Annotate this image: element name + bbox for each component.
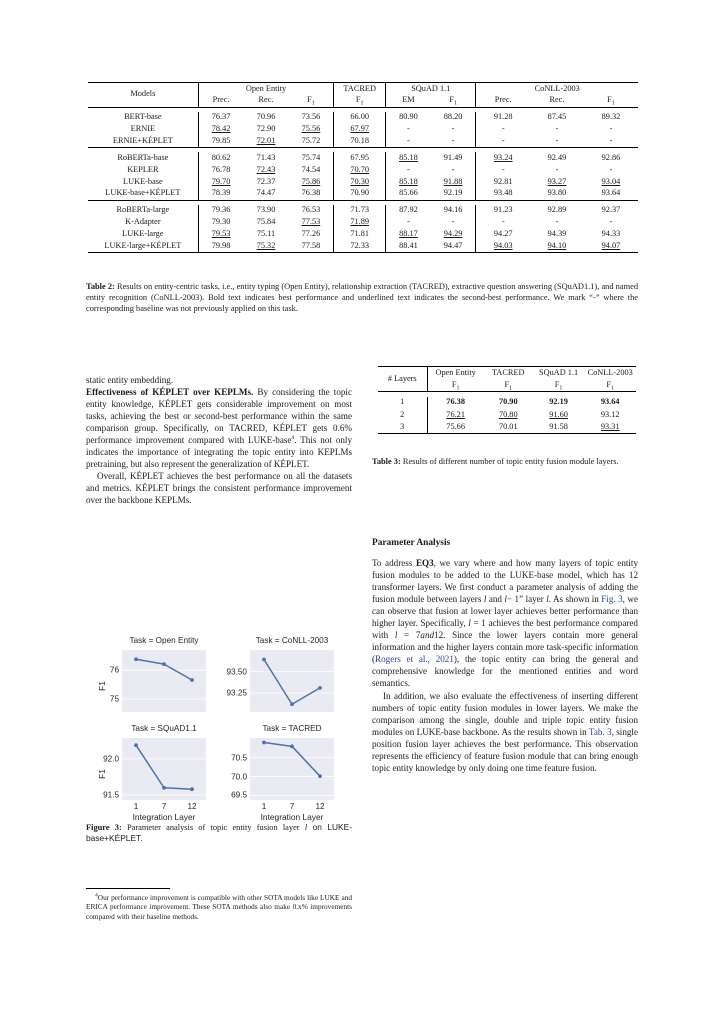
link-fig-3[interactable]: Fig. 3 <box>601 594 623 605</box>
header-squad: SQuAD 1.1 <box>538 367 579 377</box>
row-model: KEPLER <box>127 164 159 174</box>
chart-xlabel-tacred: Integration Layer <box>260 812 324 822</box>
cell: 79.85 <box>198 135 243 147</box>
left-column-body <box>86 374 352 507</box>
cell: - <box>555 164 559 174</box>
figure-3 <box>96 636 352 822</box>
cell: 85.66 <box>386 188 431 200</box>
paragraph-tail: static entity embedding. <box>86 375 174 385</box>
link-tab-3[interactable]: Tab. 3 <box>588 726 612 737</box>
cell: - <box>476 164 530 176</box>
table-row <box>88 240 638 252</box>
data-point <box>190 787 194 791</box>
subheader-conll-rec: Rec. <box>549 95 565 105</box>
cell: 72.37 <box>256 176 276 186</box>
subheader-oe-rec: Rec. <box>258 95 274 105</box>
cell: 92.19 <box>443 188 463 198</box>
cell: - <box>609 164 613 174</box>
cell: 71.43 <box>256 152 276 162</box>
cell: - <box>609 135 613 145</box>
cell: 87.45 <box>547 112 567 122</box>
y-tick-label: 70.5 <box>231 753 247 763</box>
cell: 94.10 <box>547 240 567 250</box>
cell: 92.89 <box>547 205 567 215</box>
cell: 94.39 <box>547 228 567 238</box>
cell: 93.24 <box>476 152 530 164</box>
subheader-oe-prec: Prec. <box>198 95 243 107</box>
cell: 70.80 <box>498 409 518 419</box>
cell: 75.84 <box>256 217 276 227</box>
chart-svg-conll <box>250 650 334 712</box>
cell: 71.73 <box>334 205 386 217</box>
cell: 79.53 <box>198 228 243 240</box>
cell: 93.48 <box>476 188 530 200</box>
x-tick-label: 12 <box>315 802 325 811</box>
chart-ylabel-squad: F1 <box>97 769 107 779</box>
eq3-label: EQ3 <box>415 558 434 568</box>
y-tick-label: 93.25 <box>226 688 247 698</box>
cell: 67.95 <box>334 152 386 164</box>
header-group-open-entity: Open Entity <box>198 83 334 95</box>
cell: 77.26 <box>301 228 321 238</box>
table-2-caption <box>86 281 638 314</box>
cell: 79.30 <box>198 217 243 229</box>
footnote-number: 4 <box>95 892 98 899</box>
cell: - <box>476 217 530 229</box>
cell: 76.38 <box>427 397 484 409</box>
cell: 94.29 <box>443 228 463 238</box>
row-layers: 3 <box>400 421 405 431</box>
paragraph-eq3: To address EQ3, we vary where and how many layers of topic entity fusion modules to be added to the LUKE-base model, which has 12 transformer layers. We first conduct a parameter analysis of adding the fusion module between layers l and l− 1” layer l. As shown in Fig. 3, we can observe that fusion at lower layer achieves better performance than higher layer. Specifically, l = 1 achieves the best performance compared with l = 7and12. Since the lower layers contain more general information and the higher layers contain more task-specific information (Rogers et al., 2021), the topic entity can bring the general and comprehensive knowledge for the mentioned entities and word semantics. <box>372 558 638 689</box>
chart-title-open-entity: Task = Open Entity <box>129 636 199 645</box>
cell: 75.32 <box>256 240 276 250</box>
cell: 91.49 <box>443 152 463 162</box>
table-row <box>88 152 638 164</box>
cell: 80.62 <box>198 152 243 164</box>
chart-panel-tacred <box>231 724 334 822</box>
header-models: Models <box>130 89 156 99</box>
chart-ylabel-open-entity: F1 <box>97 681 107 691</box>
data-point <box>262 658 266 662</box>
row-model: RoBERTa-large <box>116 205 170 215</box>
series-markers <box>134 743 194 791</box>
right-column-body <box>372 538 638 774</box>
table-2-caption-text: Results on entity-centric tasks, i.e., entity typing (Open Entity), relationship extraction (TACRED), extractive question answering (SQuAD1.1), and named entity recognition (CoNLL-2003). Bold text indicates best performance and underlined text indicates the second-best performance. We mark “-” where the corresponding baseline was not previously applied on this task. <box>86 282 639 314</box>
chart-panel-open-entity <box>97 636 206 712</box>
table-row <box>88 188 638 200</box>
cell: 71.81 <box>334 228 386 240</box>
cell: 74.47 <box>256 188 276 198</box>
chart-svg-open-entity <box>122 650 206 712</box>
paragraph-overall: Overall, KÉPLET achieves the best performance on all the datasets and metrics. KÉPLET brings the consistent performance improvement over the backbone KEPLMs. <box>86 471 352 506</box>
paragraph-text: By considering the topic entity knowledge, KÉPLET gets considerable improvement on most tasks, achieving the best or second-best performance within the same comparison group. Specifically, on TACRED, KÉPLET gets 0.6% performance improvement compared with LUKE-base <box>86 387 352 446</box>
cell: - <box>386 164 431 176</box>
cell: 80.90 <box>386 112 431 124</box>
results-table <box>88 82 638 253</box>
data-point <box>134 743 138 747</box>
cell: 92.49 <box>547 152 567 162</box>
cell: 89.32 <box>601 112 621 122</box>
cell: 88.41 <box>386 240 431 252</box>
x-tick-label: 1 <box>261 802 267 811</box>
data-point <box>290 702 294 706</box>
cell: 75.74 <box>301 152 321 162</box>
table-row <box>88 205 638 217</box>
cell: - <box>609 217 613 227</box>
cell: - <box>609 124 613 134</box>
cell: 93.12 <box>600 409 620 419</box>
cell: 71.89 <box>334 217 386 229</box>
gridlines <box>250 672 334 694</box>
figure-3-panels <box>96 636 352 822</box>
data-point <box>290 744 294 748</box>
cell: 91.58 <box>549 421 568 431</box>
table-row <box>88 124 638 136</box>
chart-svg-squad <box>122 738 206 800</box>
cell: 94.16 <box>443 205 463 215</box>
section-heading-parameter-analysis: Parameter Analysis <box>372 538 451 548</box>
cell: - <box>451 124 455 134</box>
row-model: LUKE-base <box>123 176 163 186</box>
cell: - <box>555 135 559 145</box>
cell: 94.47 <box>443 240 463 250</box>
cell: 76.37 <box>198 112 243 124</box>
row-model: RoBERTa-base <box>117 152 169 162</box>
table-3-caption-label: Table 3: <box>372 457 401 466</box>
cell: 93.27 <box>547 176 567 186</box>
table-row <box>378 409 636 421</box>
y-tick-label: 75 <box>109 694 119 704</box>
row-model: LUKE-base+KÉPLET <box>105 188 181 198</box>
data-point <box>318 774 322 778</box>
x-tick-label: 7 <box>289 802 295 811</box>
cell: - <box>451 217 455 227</box>
cell: 79.98 <box>198 240 243 252</box>
data-point <box>134 657 138 661</box>
cell: - <box>451 164 455 174</box>
header-group-squad: SQuAD 1.1 <box>386 83 476 95</box>
subheader-squad-f1: $F_1$ <box>449 95 457 108</box>
cell: 93.64 <box>600 397 620 407</box>
figure-3-caption: Figure 3: Parameter analysis of topic entity fusion layer l on LUKE-base+KÉPLET. <box>86 822 352 844</box>
footnote-text: $^4$Our performance improvement is compatible with other SOTA models like LUKE and ERICA performance improvement. These SOTA methods also make 0.x% improvements compared with their baseline methods. <box>86 892 352 921</box>
cell: - <box>476 135 530 147</box>
cell: 92.86 <box>601 152 621 162</box>
cell: - <box>451 135 455 145</box>
footnote-rule <box>86 888 170 889</box>
cell: 91.88 <box>443 176 463 186</box>
cell: 72.33 <box>334 240 386 252</box>
cell: - <box>386 135 431 147</box>
table3-head-row <box>378 367 636 380</box>
data-point <box>262 741 266 745</box>
x-tick-label: 1 <box>133 802 139 811</box>
footnote <box>86 888 352 921</box>
cell: - <box>386 217 431 229</box>
cell: 76.21 <box>427 409 484 421</box>
y-tick-label: 92.0 <box>103 754 119 764</box>
table-2-caption-label: Table 2: <box>86 282 115 291</box>
series-markers <box>262 741 322 778</box>
cell: - <box>476 124 530 136</box>
row-model: LUKE-large+KÉPLET <box>104 240 182 250</box>
cell: 70.01 <box>498 421 518 431</box>
cell: 76.78 <box>198 164 243 176</box>
header-num-layers: # Layers <box>387 373 417 383</box>
cell: 70.90 <box>334 188 386 200</box>
figure-3-caption-label: Figure 3: <box>86 823 122 832</box>
cell: 91.23 <box>476 205 530 217</box>
cell: 94.03 <box>476 240 530 252</box>
chart-title-conll: Task = CoNLL-2003 <box>255 636 329 645</box>
cell: 79.36 <box>198 205 243 217</box>
cell: 70.30 <box>334 176 386 188</box>
paragraph-effectiveness <box>86 386 352 470</box>
cell: 75.56 <box>301 124 321 134</box>
cell: 70.70 <box>334 164 386 176</box>
table-row <box>378 421 636 434</box>
cell: 72.01 <box>256 135 276 145</box>
cell: - <box>386 124 431 136</box>
row-model: ERNIE <box>130 124 156 134</box>
cell: 94.27 <box>476 228 530 240</box>
subheader-conll-prec: Prec. <box>476 95 530 107</box>
header-open-entity: Open Entity <box>427 367 484 380</box>
table-head-group-row <box>88 83 638 95</box>
subheader-f1-tacred: $F_1$ <box>504 379 513 392</box>
cell: 75.66 <box>427 421 484 434</box>
cell: 76.53 <box>301 205 321 215</box>
chart-plot-conll <box>250 650 334 712</box>
cell: 76.38 <box>301 188 321 198</box>
series-line <box>264 659 320 704</box>
subheader-squad-em: EM <box>386 95 431 107</box>
table-row <box>88 112 638 124</box>
cell: 72.43 <box>256 164 276 174</box>
cell: 70.18 <box>334 135 386 147</box>
table-row <box>88 228 638 240</box>
chart-title-tacred: Task = TACRED <box>262 724 322 733</box>
y-tick-label: 70.0 <box>231 772 247 782</box>
table-row <box>378 397 636 409</box>
table-3-caption-text: Results of different number of topic entity fusion module layers. <box>400 457 619 466</box>
chart-xlabel-squad: Integration Layer <box>132 812 196 822</box>
cell: 70.96 <box>256 112 276 122</box>
cell: 75.72 <box>301 135 321 145</box>
y-tick-label: 91.5 <box>103 790 119 800</box>
chart-svg-tacred <box>250 738 334 800</box>
cell: 78.39 <box>198 188 243 200</box>
cell: 77.58 <box>301 240 321 250</box>
y-tick-label: 76 <box>109 665 119 675</box>
cell: 94.07 <box>601 240 621 250</box>
subheader-conll-f1: $F_1$ <box>607 95 615 108</box>
row-model: LUKE-large <box>122 228 164 238</box>
row-layers: 2 <box>400 409 405 419</box>
cell: 67.97 <box>334 124 386 136</box>
series-line <box>136 745 192 789</box>
cell: 88.17 <box>386 228 431 240</box>
cell: 70.90 <box>498 397 518 407</box>
cell: 75.86 <box>301 176 321 186</box>
cell: 87.92 <box>386 205 431 217</box>
header-group-conll: CoNLL-2003 <box>476 83 638 95</box>
header-group-tacred: TACRED <box>334 83 386 95</box>
data-point <box>162 786 166 790</box>
cell: 72.90 <box>256 124 276 134</box>
chart-panel-conll <box>226 636 334 712</box>
paragraph-text-tail: . This not only indicates the importance of integrating the topic entity into KEPLMs pretraining, but also represent the generalization of KÉPLET. <box>86 435 352 470</box>
cell: 94.33 <box>601 228 621 238</box>
subheader-f1-squad: $F_1$ <box>554 379 563 392</box>
cell: 93.31 <box>600 421 620 431</box>
table-row <box>88 217 638 229</box>
footnote-marker: 4 <box>291 435 295 442</box>
cell: 77.53 <box>301 217 321 227</box>
cell: 92.37 <box>601 205 621 215</box>
cell: 75.11 <box>256 228 276 238</box>
chart-plot-open-entity <box>122 650 206 712</box>
row-layers: 1 <box>400 397 405 407</box>
chart-title-squad: Task = SQuAD1.1 <box>131 724 197 733</box>
cell: - <box>555 217 559 227</box>
table-row <box>88 135 638 147</box>
gridlines <box>122 670 206 699</box>
x-tick-label: 12 <box>187 802 197 811</box>
cell: 88.20 <box>443 112 463 122</box>
table-3-caption <box>372 456 638 467</box>
subheader-f1-oe: $F_1$ <box>427 379 484 392</box>
cell: 73.90 <box>256 205 276 215</box>
y-tick-label: 69.5 <box>231 790 247 800</box>
citation-rogers[interactable]: Rogers et al., 2021 <box>375 654 454 665</box>
cell: 73.56 <box>301 112 321 122</box>
data-point <box>190 678 194 682</box>
data-point <box>318 686 322 690</box>
chart-plot-squad <box>122 738 206 800</box>
subheader-oe-f1: $F_1$ <box>307 95 315 108</box>
subheader-tacred-f1: $F_1$ <box>334 95 386 107</box>
cell: 92.19 <box>549 397 568 407</box>
paragraph-inserting: In addition, we also evaluate the effectiveness of inserting different numbers of topic entity fusion modules in lower layers. We make the comparison among the single, double and triple topic entity fusion modules on LUKE-base backbone. As the results shown in Tab. 3, single position fusion layer achieves the best performance. This observation represents the efficiency of feature fusion module that can bring enough topic entity knowledge by only doing one time feature fusion. <box>372 690 638 773</box>
table-row <box>88 176 638 188</box>
cell: 85.18 <box>386 176 431 188</box>
cell: 91.60 <box>549 409 568 419</box>
table-2 <box>88 82 638 253</box>
cell: 91.28 <box>476 112 530 124</box>
header-conll: CoNLL-2003 <box>587 367 633 377</box>
x-tick-label: 7 <box>161 802 167 811</box>
cell: 92.81 <box>476 176 530 188</box>
cell: 93.80 <box>547 188 567 198</box>
row-model: K-Adapter <box>125 217 161 227</box>
cell: 79.70 <box>198 176 243 188</box>
chart-panel-squad <box>97 724 206 822</box>
cell: 85.18 <box>386 152 431 164</box>
subheader-f1-conll: $F_1$ <box>606 379 614 392</box>
cell: 74.54 <box>301 164 321 174</box>
y-tick-label: 93.50 <box>226 667 247 677</box>
table-row <box>88 164 638 176</box>
cell: - <box>555 124 559 134</box>
cell: 66.00 <box>334 112 386 124</box>
chart-plot-tacred <box>250 738 334 800</box>
table-3 <box>378 366 636 434</box>
cell: 93.04 <box>601 176 621 186</box>
row-model: ERNIE+KÉPLET <box>112 135 173 145</box>
layers-table <box>378 366 636 434</box>
header-tacred: TACRED <box>492 367 525 377</box>
cell: 93.64 <box>601 188 621 198</box>
row-model: BERT-base <box>124 112 162 122</box>
series-markers <box>262 658 322 707</box>
paragraph-lead-bold: Effectiveness of KÉPLET over KEPLMs. <box>86 387 254 398</box>
data-point <box>162 662 166 666</box>
cell: 78.42 <box>198 124 243 136</box>
